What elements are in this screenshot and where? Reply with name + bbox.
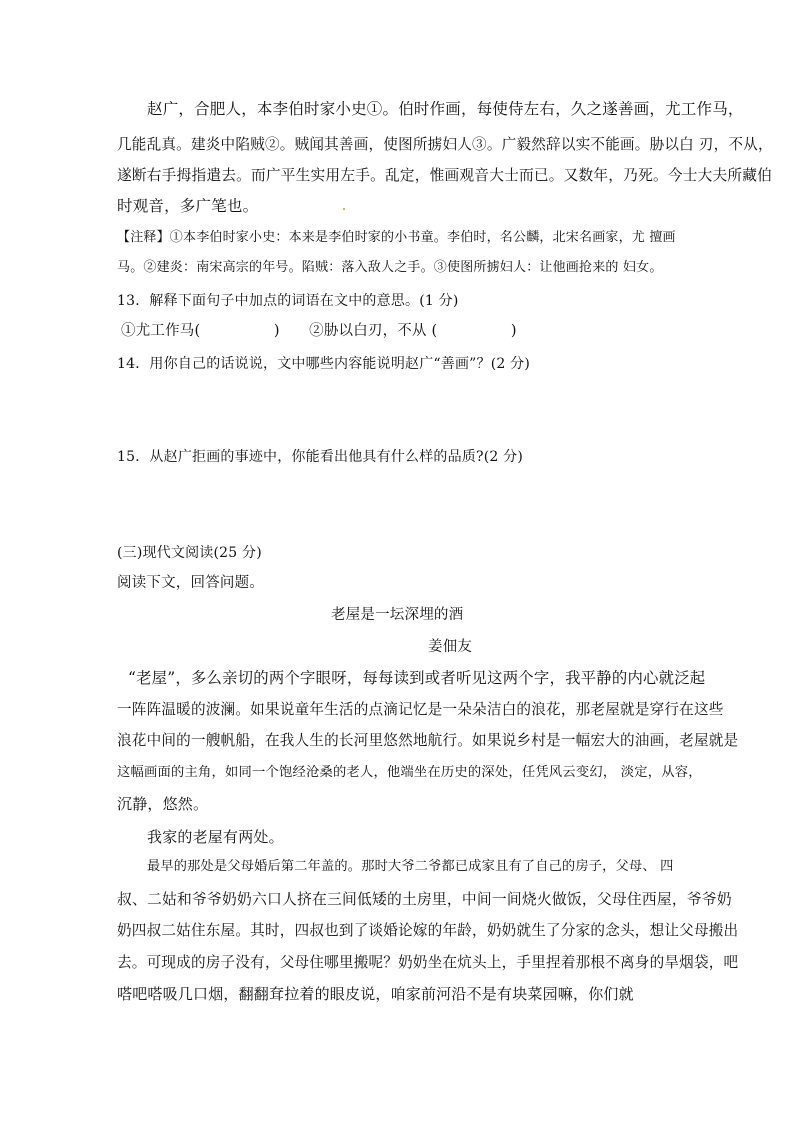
classical-line-3: 遂断右手拇指遣去。而广平生实用左手。乱定，惟画观音大士而已。又数年，乃死。今士大夫所藏伯: [117, 167, 773, 184]
article-author: 姜佃友: [428, 639, 473, 655]
paragraph-1-line-3: 浪花中间的一艘帆船，在我人生的长河里悠然地航行。如果说乡村是一幅宏大的油画，老屋就是: [117, 732, 739, 749]
classical-line-1: 赵广，合肥人，本李伯时家小史①。伯时作画，每使侍左右，久之遂善画，尤工作马，: [147, 100, 744, 118]
question-13: 13．解释下面句子中加点的词语在文中的意思。(1 分): [117, 293, 459, 309]
paragraph-1-line-1: “老屋”，多么亲切的两个字眼呀，每每读到或者听见这两个字，我平静的内心就泛起: [128, 669, 706, 687]
reading-instruction: 阅读下文，回答问题。: [117, 575, 264, 591]
paragraph-2: 我家的老屋有两处。: [147, 828, 284, 846]
question-13-items: ①尤工作马( ) ②胁以白刃，不从 ( ): [121, 323, 517, 339]
paragraph-1-line-5: 沉静，悠然。: [117, 795, 209, 813]
paragraph-3-line-4: 去。可现成的房子没有，父母住哪里搬呢？奶奶坐在炕头上，手里捏着那根不离身的旱烟袋，吧: [117, 954, 739, 971]
paragraph-1-line-4: 这幅画面的主角，如同一个饱经沧桑的老人，他端坐在历史的深处，任凭风云变幻， 淡定，从容，: [117, 765, 702, 780]
notes-line-2: 马。②建炎：南宋高宗的年号。陷贼：落入敌人之手。③使图所掳妇人：让他画抢来的 妇女。: [117, 260, 663, 275]
paragraph-3-line-1: 最早的那处是父母婚后第二年盖的。那时大爷二爷都已成家且有了自己的房子，父母、 四: [147, 859, 674, 874]
classical-line-4: 时观音，多广笔也。: [117, 197, 259, 215]
section-heading: (三)现代文阅读(25 分): [117, 545, 262, 561]
paragraph-1-line-2: 一阵阵温暖的波澜。如果说童年生活的点滴记忆是一朵朵洁白的浪花，那老屋就是穿行在这些: [117, 701, 724, 718]
paragraph-3-line-5: 嗒吧嗒吸几口烟，翻翻耷拉着的眼皮说，咱家前河沿不是有块菜园嘛，你们就: [117, 985, 634, 1003]
paragraph-3-line-2: 叔、二姑和爷爷奶奶六口人挤在三间低矮的土房里，中间一间烧火做饭，父母住西屋，爷爷奶: [117, 891, 732, 908]
question-15: 15．从赵广拒画的事迹中，你能看出他具有什么样的品质?(2 分): [117, 449, 523, 465]
article-title: 老屋是一坛深埋的酒: [331, 607, 464, 623]
notes-line-1: 【注释】①本李伯时家小史：本来是李伯时家的小书童。李伯时，名公麟，北宋名画家，尤 擅画: [117, 230, 676, 245]
question-14: 14．用你自己的话说说，文中哪些内容能说明赵广“善画”？(2 分): [117, 356, 531, 372]
classical-line-2: 几能乱真。建炎中陷贼②。贼闻其善画，使图所掳妇人③。广毅然辞以实不能画。胁以白 刃，不从，: [117, 136, 773, 153]
stray-mark: [343, 208, 345, 210]
paragraph-3-line-3: 奶四叔二姑住东屋。其时，四叔也到了谈婚论嫁的年龄，奶奶就生了分家的念头，想让父母搬出: [117, 922, 739, 939]
